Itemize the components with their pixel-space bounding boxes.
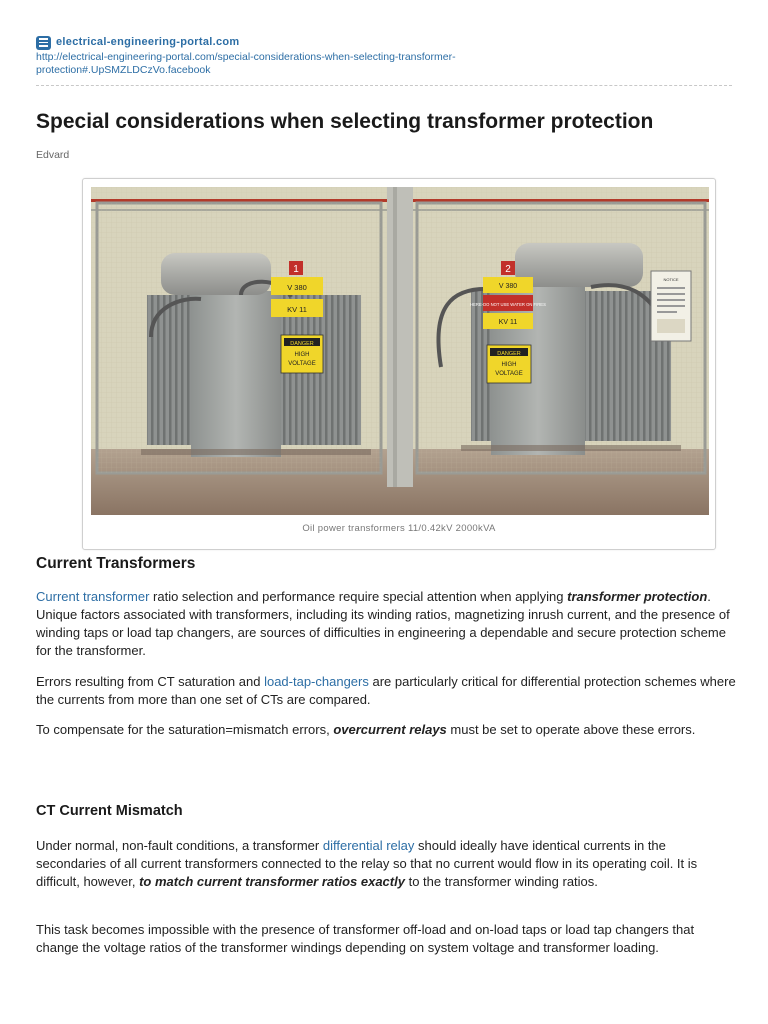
- section-heading-ct-current-mismatch: CT Current Mismatch: [36, 803, 183, 819]
- transformer-photo: [91, 187, 709, 515]
- header-divider: [36, 85, 732, 86]
- site-header: [36, 34, 732, 77]
- placard-left-line1: HIGH: [294, 352, 310, 358]
- paragraph-ct-3: [36, 721, 736, 739]
- placard-left-danger: DANGER: [290, 341, 314, 347]
- placard-left-line2: VOLTAGE: [288, 361, 316, 367]
- centre-column: [387, 187, 413, 487]
- figure-caption: Oil power transformers 11/0.42kV 2000kVA: [302, 523, 496, 534]
- text-span: Under normal, non-fault conditions, a transformer: [36, 838, 323, 853]
- left-transformer-tank: [191, 291, 281, 457]
- placard-right-line1: HIGH: [501, 362, 517, 368]
- emphasis-overcurrent-relays: overcurrent relays: [333, 722, 447, 737]
- text-span: To compensate for the saturation=mismatch errors,: [36, 722, 334, 737]
- paragraph-ct-2: [36, 673, 736, 709]
- sign-kv11-right-text: KV 11: [498, 319, 518, 326]
- text-span: to the transformer winding ratios.: [404, 874, 598, 889]
- unit-number-2: 2: [505, 264, 511, 275]
- text-span: ratio selection and performance require special attention when applying: [149, 589, 568, 604]
- placard-right-line2: VOLTAGE: [495, 371, 523, 377]
- paragraph-ct-1: [36, 588, 736, 660]
- text-span: must be set to operate above these errors.: [446, 722, 696, 737]
- author-name: Edvard: [36, 149, 70, 161]
- paragraph-mismatch-1: [36, 837, 736, 891]
- emphasis-transformer-protection: transformer protection: [567, 589, 708, 604]
- sign-kv11-left-text: KV 11: [287, 305, 307, 314]
- section-heading-current-transformers: Current Transformers: [36, 555, 196, 572]
- emphasis-match-ct-ratios: to match current transformer ratios exactly: [139, 874, 405, 889]
- text-span: should ideally have identical currents in the secondaries of all current transformers connected to the relay so that no current would flow in its operating coil. It is difficult, however,: [36, 838, 698, 889]
- sign-v380-left-text: V 380: [287, 283, 307, 292]
- text-span: Errors resulting from CT saturation and: [36, 674, 265, 689]
- source-url-link[interactable]: http://electrical-engineering-portal.com/special-considerations-when-selecting-transformer-protection#.UpSMZLDCzVo.facebook: [36, 51, 456, 76]
- left-conservator: [161, 253, 271, 295]
- text-span: are particularly critical for differential protection schemes where the currents from more than one set of CTs are compared.: [36, 674, 736, 707]
- link-load-tap-changers[interactable]: load-tap-changers: [264, 674, 369, 689]
- site-name-link[interactable]: electrical-engineering-portal.com: [56, 36, 240, 48]
- document-icon: [36, 36, 51, 50]
- figure: [82, 178, 716, 550]
- sign-water-warning-text: HERE-DO NOT USE WATER ON FIRES: [470, 302, 546, 307]
- wall-notice-title: NOTICE: [663, 277, 679, 282]
- right-conservator: [515, 243, 643, 287]
- site-row: [36, 34, 732, 50]
- text-span: . Unique factors associated with transformers, including its winding ratios, magnetizing inrush current, and the presence of winding taps or load tap changers, are sources of difficulties in engineering a dependable and secure protection scheme for the transformer.: [36, 589, 730, 658]
- link-current-transformer[interactable]: Current transformer: [36, 589, 150, 604]
- paragraph-mismatch-2: This task becomes impossible with the presence of transformer off-load and on-load taps or load tap changers that change the voltage ratios of the transformer windings depending on system voltage and transformer loading.: [36, 922, 695, 955]
- placard-right-danger: DANGER: [497, 351, 521, 357]
- link-differential-relay[interactable]: differential relay: [322, 838, 415, 853]
- unit-number-1: 1: [293, 264, 299, 275]
- page-title: Special considerations when selecting transformer protection: [36, 110, 654, 133]
- sign-v380-right-text: V 380: [498, 283, 518, 290]
